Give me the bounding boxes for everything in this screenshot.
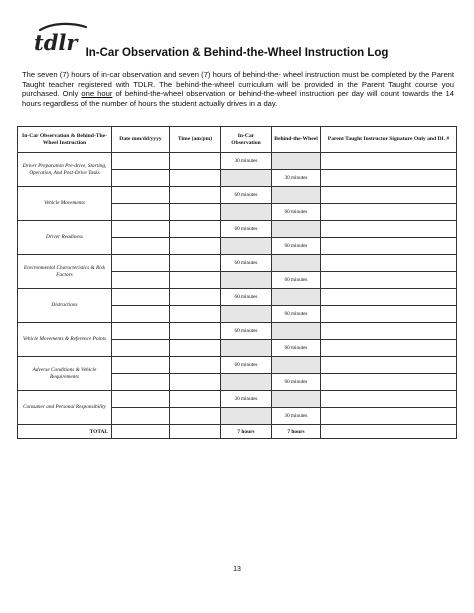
- observation-shaded-cell: [221, 340, 272, 357]
- btw-shaded-cell: [272, 357, 321, 374]
- date-field[interactable]: [112, 289, 170, 306]
- total-date-cell: [112, 425, 170, 439]
- signature-field[interactable]: [321, 272, 457, 289]
- observation-minutes: 60 minutes: [221, 323, 272, 340]
- time-field[interactable]: [170, 153, 221, 170]
- date-field[interactable]: [112, 374, 170, 391]
- time-field[interactable]: [170, 221, 221, 238]
- task-observation-row: [18, 357, 457, 374]
- signature-field[interactable]: [321, 170, 457, 187]
- signature-field[interactable]: [321, 221, 457, 238]
- task-name: Distractions: [18, 289, 112, 323]
- btw-shaded-cell: [272, 255, 321, 272]
- task-name: Driver Preparation Pre-drive, Starting, Operation, And Post-Drive Tasks: [18, 153, 112, 187]
- header-date: Date mm/dd/yyyy: [112, 127, 170, 153]
- signature-field[interactable]: [321, 306, 457, 323]
- observation-minutes: 60 minutes: [221, 289, 272, 306]
- time-field[interactable]: [170, 289, 221, 306]
- time-field[interactable]: [170, 255, 221, 272]
- total-time-cell: [170, 425, 221, 439]
- total-row: [18, 425, 457, 439]
- observation-minutes: 30 minutes: [221, 153, 272, 170]
- btw-minutes: 60 minutes: [272, 238, 321, 255]
- task-name: Vehicle Movements: [18, 187, 112, 221]
- task-name: Adverse Conditions & Vehicle Requirements: [18, 357, 112, 391]
- total-behind-the-wheel: 7 hours: [272, 425, 321, 439]
- date-field[interactable]: [112, 357, 170, 374]
- date-field[interactable]: [112, 306, 170, 323]
- total-observation: 7 hours: [221, 425, 272, 439]
- time-field[interactable]: [170, 238, 221, 255]
- date-field[interactable]: [112, 238, 170, 255]
- intro-underlined-text: one hour: [81, 89, 113, 99]
- total-label: TOTAL: [18, 425, 112, 439]
- time-field[interactable]: [170, 204, 221, 221]
- btw-shaded-cell: [272, 221, 321, 238]
- observation-minutes: 60 minutes: [221, 357, 272, 374]
- task-name: Environmental Characteristics & Risk Factors: [18, 255, 112, 289]
- time-field[interactable]: [170, 374, 221, 391]
- btw-minutes: 60 minutes: [272, 306, 321, 323]
- signature-field[interactable]: [321, 255, 457, 272]
- btw-shaded-cell: [272, 187, 321, 204]
- date-field[interactable]: [112, 153, 170, 170]
- svg-text:tdlr: tdlr: [34, 30, 78, 55]
- task-observation-row: [18, 289, 457, 306]
- signature-field[interactable]: [321, 408, 457, 425]
- header-observation: In-Car Observation: [221, 127, 272, 153]
- time-field[interactable]: [170, 323, 221, 340]
- btw-minutes: 60 minutes: [272, 340, 321, 357]
- btw-minutes: 30 minutes: [272, 408, 321, 425]
- btw-shaded-cell: [272, 153, 321, 170]
- btw-shaded-cell: [272, 289, 321, 306]
- header-behind-the-wheel: Behind-the-Wheel: [272, 127, 321, 153]
- date-field[interactable]: [112, 408, 170, 425]
- time-field[interactable]: [170, 170, 221, 187]
- date-field[interactable]: [112, 255, 170, 272]
- date-field[interactable]: [112, 391, 170, 408]
- date-field[interactable]: [112, 323, 170, 340]
- btw-minutes: 60 minutes: [272, 374, 321, 391]
- signature-field[interactable]: [321, 153, 457, 170]
- observation-minutes: 60 minutes: [221, 187, 272, 204]
- date-field[interactable]: [112, 272, 170, 289]
- signature-field[interactable]: [321, 391, 457, 408]
- observation-shaded-cell: [221, 374, 272, 391]
- time-field[interactable]: [170, 272, 221, 289]
- observation-shaded-cell: [221, 408, 272, 425]
- instruction-log-table: [17, 126, 457, 439]
- task-observation-row: [18, 187, 457, 204]
- signature-field[interactable]: [321, 340, 457, 357]
- observation-shaded-cell: [221, 238, 272, 255]
- time-field[interactable]: [170, 340, 221, 357]
- observation-shaded-cell: [221, 272, 272, 289]
- total-signature-cell: [321, 425, 457, 439]
- date-field[interactable]: [112, 221, 170, 238]
- signature-field[interactable]: [321, 357, 457, 374]
- date-field[interactable]: [112, 187, 170, 204]
- observation-minutes: 60 minutes: [221, 255, 272, 272]
- signature-field[interactable]: [321, 289, 457, 306]
- date-field[interactable]: [112, 204, 170, 221]
- time-field[interactable]: [170, 306, 221, 323]
- header-task: In-Car Observation & Behind-The-Wheel Instruction: [18, 127, 112, 153]
- btw-minutes: 30 minutes: [272, 170, 321, 187]
- header-time: Time (am/pm): [170, 127, 221, 153]
- observation-shaded-cell: [221, 204, 272, 221]
- task-observation-row: [18, 153, 457, 170]
- intro-text-end: of behind-the-wheel observation or behind-the-wheel instruction per day will count towards the 14 hours regardless of the number of hours the student actually drives in a day.: [22, 89, 454, 108]
- date-field[interactable]: [112, 170, 170, 187]
- task-observation-row: [18, 391, 457, 408]
- signature-field[interactable]: [321, 374, 457, 391]
- header-signature: Parent Taught Instructor Signature Only and DL #: [321, 127, 457, 153]
- task-observation-row: [18, 221, 457, 238]
- signature-field[interactable]: [321, 323, 457, 340]
- page-title: In-Car Observation & Behind-the-Wheel Instruction Log: [85, 47, 389, 59]
- signature-field[interactable]: [321, 238, 457, 255]
- date-field[interactable]: [112, 340, 170, 357]
- time-field[interactable]: [170, 408, 221, 425]
- btw-shaded-cell: [272, 391, 321, 408]
- task-name: Consumer and Personal Responsibility: [18, 391, 112, 425]
- time-field[interactable]: [170, 357, 221, 374]
- table-header-row: [18, 127, 457, 153]
- observation-minutes: 30 minutes: [221, 391, 272, 408]
- btw-minutes: 60 minutes: [272, 204, 321, 221]
- intro-paragraph: [22, 70, 454, 108]
- btw-minutes: 60 minutes: [272, 272, 321, 289]
- time-field[interactable]: [170, 187, 221, 204]
- observation-shaded-cell: [221, 306, 272, 323]
- task-observation-row: [18, 323, 457, 340]
- btw-shaded-cell: [272, 323, 321, 340]
- page-number: 13: [233, 566, 241, 573]
- observation-shaded-cell: [221, 170, 272, 187]
- intro-text-start: The seven (7) hours of in-car observation and seven (7) hours of behind-the- wheel instruction must be completed by the Parent Taught teacher registered with TDLR. The behind-the-wheel curriculum will be provided in the Parent Taught course you purchased. Only: [22, 70, 454, 99]
- time-field[interactable]: [170, 391, 221, 408]
- task-name: Driver Readiness: [18, 221, 112, 255]
- signature-field[interactable]: [321, 204, 457, 221]
- task-observation-row: [18, 255, 457, 272]
- observation-minutes: 60 minutes: [221, 221, 272, 238]
- signature-field[interactable]: [321, 187, 457, 204]
- task-name: Vehicle Movements & Reference Points: [18, 323, 112, 357]
